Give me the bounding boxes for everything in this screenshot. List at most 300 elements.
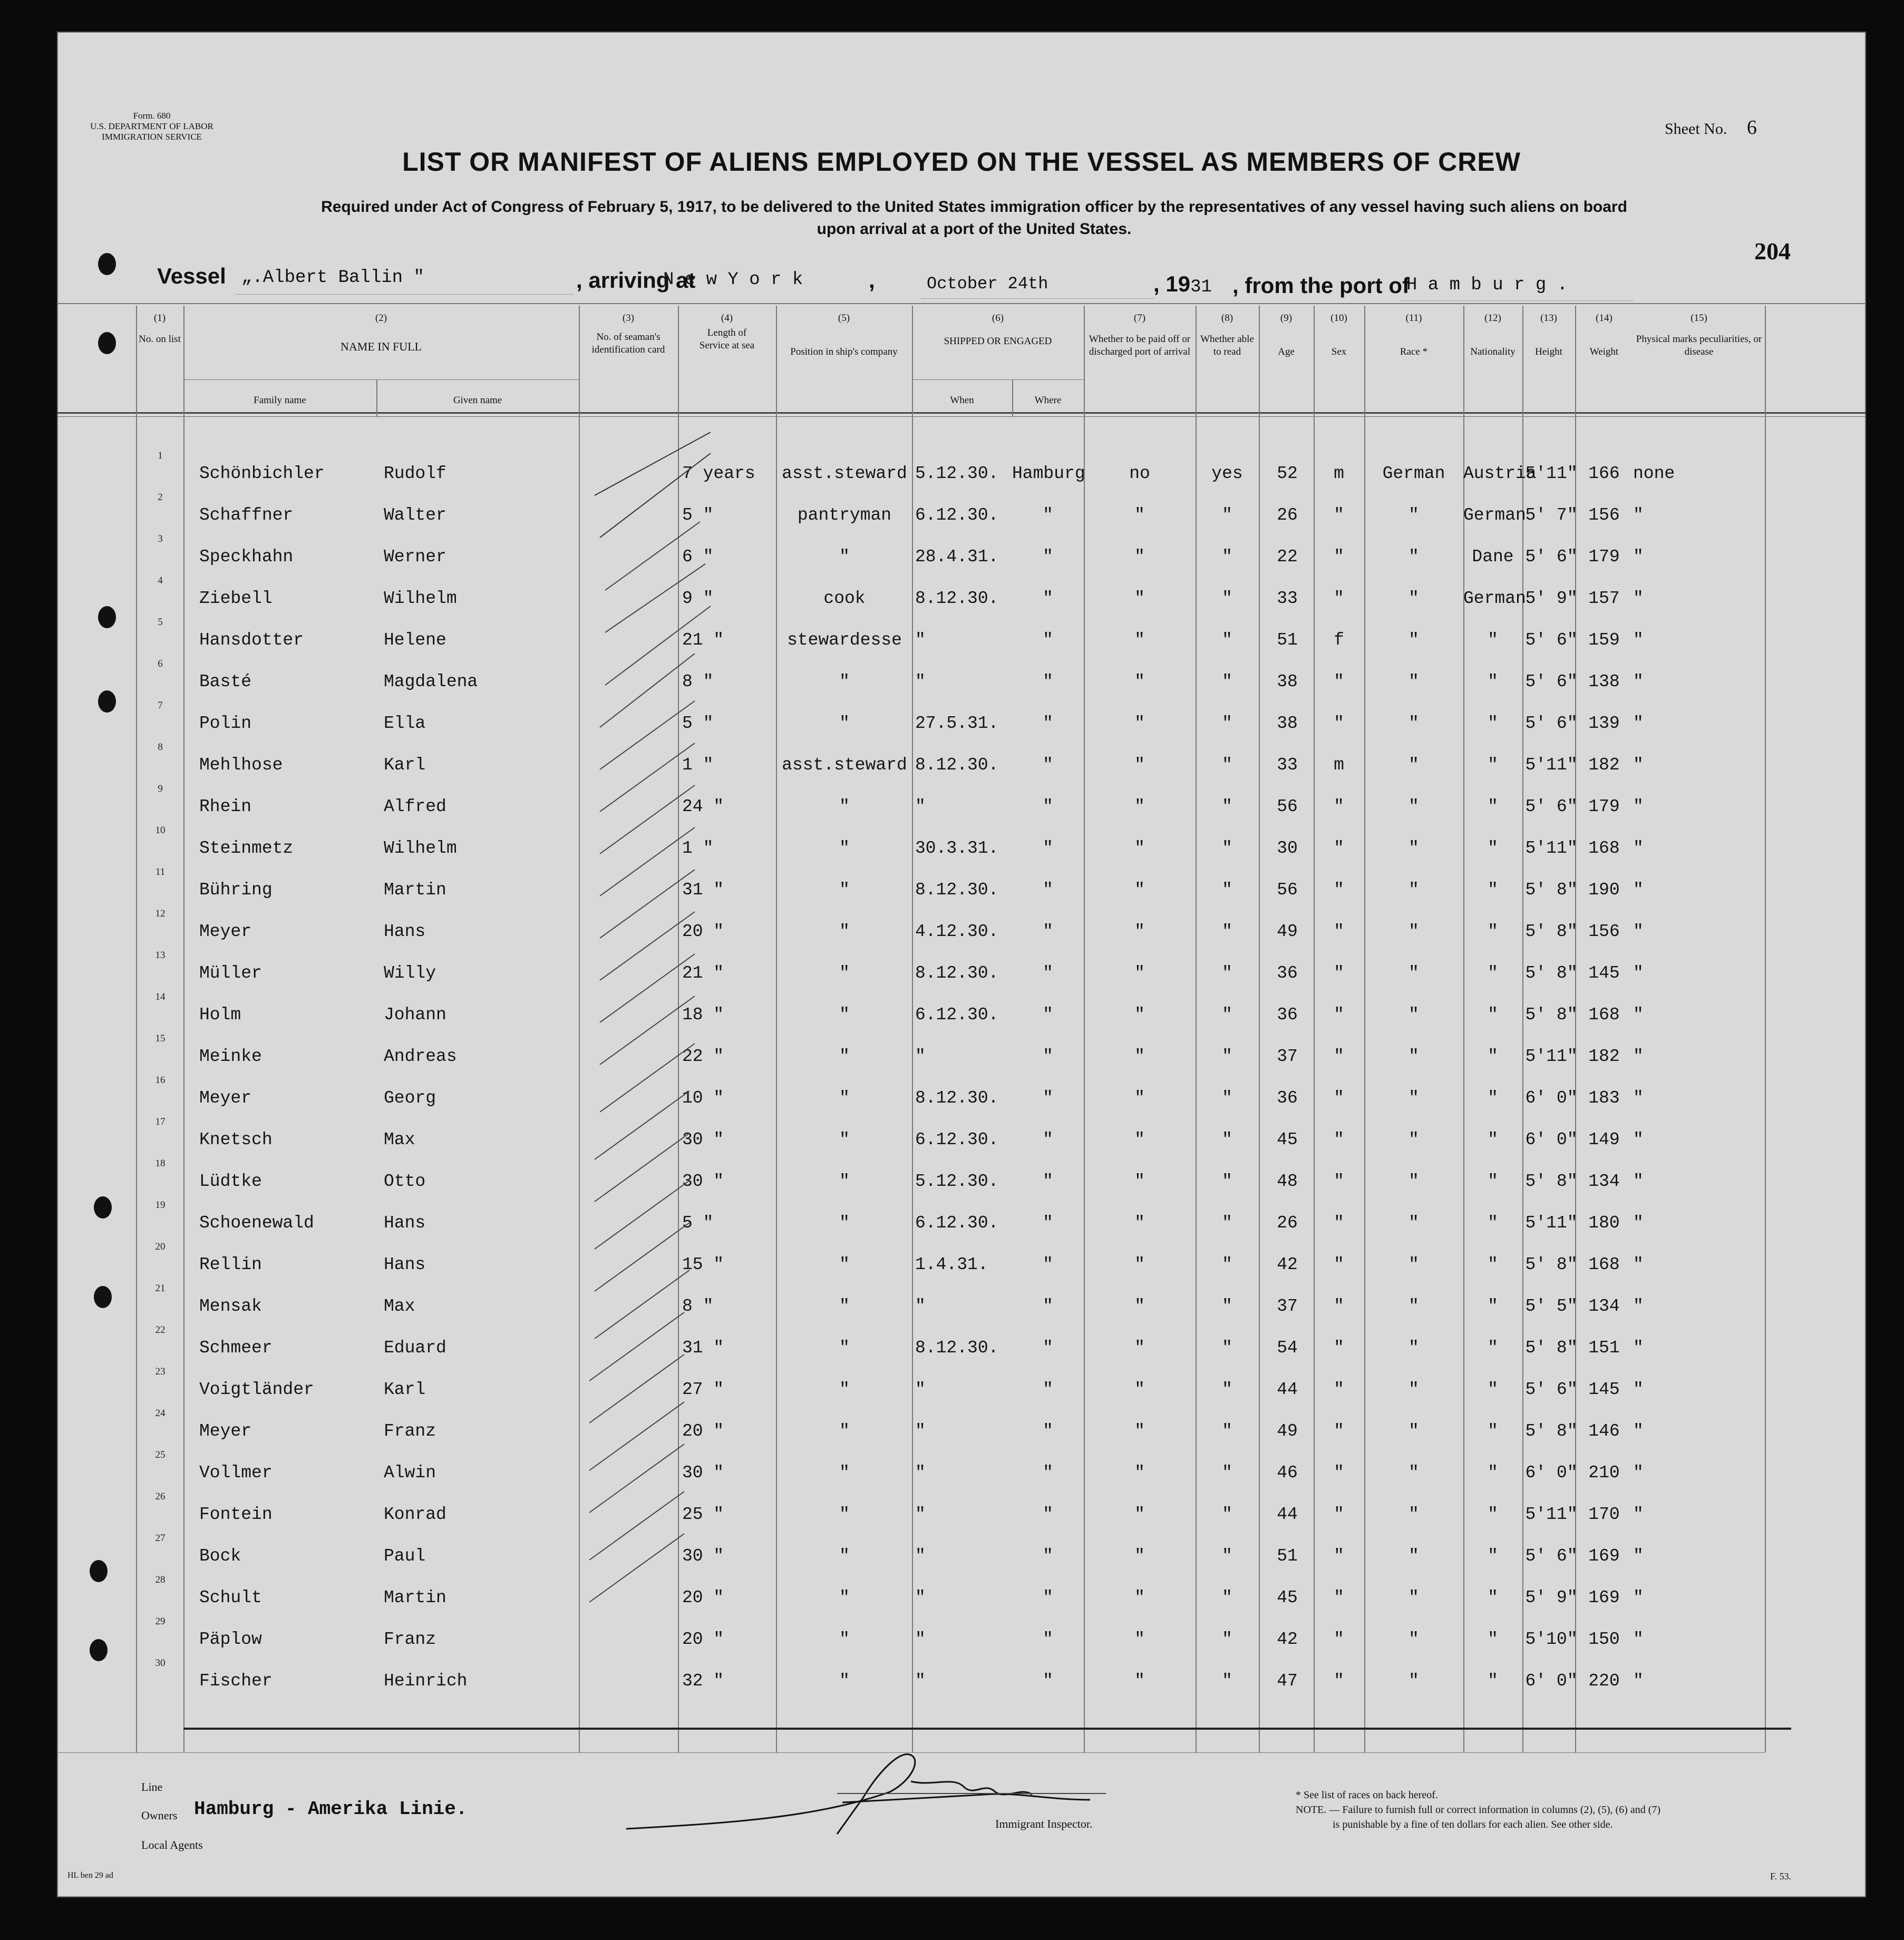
nationality-cell: " [1488,797,1498,816]
position-cell: " [839,1338,850,1358]
able-to-read-cell: " [1222,1047,1232,1066]
col-label: Race * [1400,346,1428,357]
position-cell: " [839,1505,850,1524]
given-name-cell: Martin [384,1588,446,1607]
able-to-read-cell: " [1222,672,1232,691]
race-cell: " [1408,1255,1419,1274]
paid-off-cell: " [1134,1088,1145,1108]
age-cell: 36 [1277,963,1298,983]
sex-cell: " [1334,1005,1344,1025]
weight-cell: 139 [1588,714,1620,733]
col-num: (1) [153,313,166,324]
row-number: 27 [155,1533,166,1544]
service-cell: 31 " [682,880,724,900]
shipped-where-cell: " [1043,1088,1053,1108]
col-header-marks [1633,312,1765,358]
weight-cell: 149 [1588,1130,1620,1149]
given-name-cell: Konrad [384,1505,446,1524]
footer-note [1296,1788,1660,1832]
weight-cell: 156 [1588,505,1620,525]
position-cell: " [839,1130,850,1149]
weight-cell: 146 [1588,1421,1620,1441]
sex-cell: " [1334,547,1344,567]
shipped-where-cell: " [1043,839,1053,858]
shipped-where-cell: " [1043,547,1053,567]
given-name-cell: Karl [384,755,426,775]
age-cell: 44 [1277,1380,1298,1399]
service-cell: 30 " [682,1130,724,1149]
age-cell: 49 [1277,922,1298,941]
height-cell: 5' 9" [1525,1588,1578,1607]
shipped-where-cell: Hamburg [1012,464,1085,483]
row-number: 8 [158,742,163,753]
height-cell: 5' 6" [1525,547,1578,567]
race-cell: " [1408,797,1419,816]
weight-cell: 166 [1588,464,1620,483]
height-cell: 5' 6" [1525,630,1578,650]
position-cell: " [839,880,850,900]
able-to-read-cell: " [1222,839,1232,858]
arrival-port: N e w Y o r k [663,270,803,290]
shipped-when-cell: " [915,1380,926,1399]
col-label: NAME IN FULL [341,340,422,353]
shipped-where-cell: " [1043,1546,1053,1566]
sheet-number [1665,116,1757,139]
shipped-when-cell: " [915,1630,926,1649]
col-label: Weight [1589,346,1619,357]
col-label: No. on list [139,334,181,345]
service-cell: 5 " [682,1213,714,1233]
nationality-cell: " [1488,1338,1498,1358]
shipped-when-cell: 30.3.31. [915,839,999,858]
position-cell: " [839,1630,850,1649]
service-cell: 15 " [682,1255,724,1274]
shipped-when-cell: 5.12.30. [915,1172,999,1191]
given-name-cell: Johann [384,1005,446,1025]
row-number: 9 [158,783,163,794]
form-code: F. 53. [1770,1871,1792,1881]
service-cell: 8 " [682,1296,714,1316]
height-cell: 5' 5" [1525,1296,1578,1316]
height-cell: 5'11" [1525,464,1578,483]
sex-cell: " [1334,1671,1344,1691]
row-number: 19 [155,1200,166,1211]
marks-cell: none [1633,464,1675,483]
shipped-where-cell: " [1043,1130,1053,1149]
col-header-age [1259,312,1314,358]
shipped-when-cell: 6.12.30. [915,1130,999,1149]
service-cell: 22 " [682,1047,724,1066]
shipped-where-cell: " [1043,1172,1053,1191]
shipped-when-cell: 27.5.31. [915,714,999,733]
age-cell: 52 [1277,464,1298,483]
family-name-cell: Speckhahn [199,547,294,567]
able-to-read-cell: " [1222,1088,1232,1108]
weight-cell: 190 [1588,880,1620,900]
weight-cell: 168 [1588,839,1620,858]
given-name-cell: Alwin [384,1463,436,1483]
local-agents-label: Local Agents [141,1838,203,1851]
nationality-cell: German [1463,589,1526,608]
able-to-read-cell: " [1222,1505,1232,1524]
family-name-cell: Steinmetz [199,839,294,858]
given-name-cell: Hans [384,1255,426,1274]
height-cell: 5'11" [1525,1213,1578,1233]
service-cell: 32 " [682,1671,724,1691]
shipped-where-cell: " [1043,797,1053,816]
race-cell: " [1408,1296,1419,1316]
service-cell: 7 years [682,464,755,483]
race-cell: " [1408,755,1419,775]
service-cell: 25 " [682,1505,724,1524]
col-header-position [776,312,912,358]
row-number: 6 [158,658,163,669]
col-label: Age [1278,346,1295,357]
owners-label: Owners [141,1809,178,1822]
nationality-cell: " [1488,1047,1498,1066]
able-to-read-cell: " [1222,755,1232,775]
nationality-cell: " [1488,1588,1498,1607]
shipped-where-cell: " [1043,1463,1053,1483]
position-cell: " [839,1588,850,1607]
family-name-cell: Bühring [199,880,273,900]
row-number: 11 [155,866,166,878]
service-cell: 18 " [682,1005,724,1025]
service-cell: 20 " [682,922,724,941]
able-to-read-cell: " [1222,1005,1232,1025]
sex-cell: " [1334,1338,1344,1358]
family-name-cell: Hansdotter [199,630,304,650]
sex-cell: " [1334,1546,1344,1566]
marks-cell: " [1633,1380,1644,1399]
paid-off-cell: " [1134,1130,1145,1149]
family-name-cell: Polin [199,714,252,733]
race-cell: " [1408,714,1419,733]
weight-cell: 179 [1588,547,1620,567]
position-cell: " [839,839,850,858]
given-name-cell: Walter [384,505,446,525]
col-num: (11) [1405,313,1422,324]
service-cell: 1 " [682,839,714,858]
age-cell: 46 [1277,1463,1298,1483]
nationality-cell: " [1488,1380,1498,1399]
shipped-when-cell: 4.12.30. [915,922,999,941]
position-cell: stewardesse [787,630,902,650]
position-cell: asst.steward [782,755,907,775]
weight-cell: 138 [1588,672,1620,691]
shipped-where-cell: " [1043,963,1053,983]
col-num: (9) [1280,313,1293,324]
shipped-when-cell: " [915,672,926,691]
col-num: (6) [992,313,1004,324]
paid-off-cell: " [1134,1380,1145,1399]
row-number: 1 [158,450,163,461]
position-cell: " [839,963,850,983]
marks-cell: " [1633,1172,1644,1191]
paid-off-cell: " [1134,1296,1145,1316]
line-label: Line [141,1780,163,1793]
position-cell: asst.steward [782,464,907,483]
marks-cell: " [1633,755,1644,775]
family-name-cell: Voigtländer [199,1380,314,1399]
able-to-read-cell: " [1222,1546,1232,1566]
family-name-cell: Meyer [199,922,252,941]
height-cell: 5' 6" [1525,1380,1578,1399]
position-cell: pantryman [797,505,892,525]
marks-cell: " [1633,880,1644,900]
punch-hole [90,1639,108,1661]
col-header-sex [1314,312,1364,358]
given-name-cell: Martin [384,880,446,900]
position-cell: " [839,1546,850,1566]
paid-off-cell: " [1134,630,1145,650]
service-cell: 8 " [682,672,714,691]
service-cell: 21 " [682,963,724,983]
shipped-where-cell: " [1043,505,1053,525]
marks-cell: " [1633,714,1644,733]
col-label: Length of Service at sea [699,327,755,351]
arrival-date: October 24th [927,274,1048,294]
given-name-cell: Georg [384,1088,436,1108]
row-number: 24 [155,1408,166,1419]
paid-off-cell: " [1134,1172,1145,1191]
service-cell: 5 " [682,505,714,525]
height-cell: 5'11" [1525,755,1578,775]
row-number: 21 [155,1283,166,1294]
page-title: LIST OR MANIFEST OF ALIENS EMPLOYED ON THE VESSEL AS MEMBERS OF CREW [402,147,1521,177]
service-cell: 5 " [682,714,714,733]
marks-cell: " [1633,547,1644,567]
col-header-service [678,312,776,352]
subtitle-line-1: Required under Act of Congress of February 5, 1917, to be delivered to the United States immigration officer by the representatives of any vessel having such aliens on board [321,198,1627,216]
height-cell: 5' 6" [1525,714,1578,733]
position-cell: " [839,1005,850,1025]
shipped-where-cell: " [1043,755,1053,775]
row-number: 15 [155,1033,166,1044]
age-cell: 49 [1277,1421,1298,1441]
shipped-when-cell: 8.12.30. [915,1338,999,1358]
able-to-read-cell: " [1222,1630,1232,1649]
race-cell: " [1408,672,1419,691]
sheet-label: Sheet No. [1665,120,1727,138]
paid-off-cell: " [1134,755,1145,775]
able-to-read-cell: " [1222,1338,1232,1358]
service-cell: 20 " [682,1588,724,1607]
service-cell: 21 " [682,630,724,650]
nationality-cell: " [1488,1463,1498,1483]
family-name-cell: Mensak [199,1296,262,1316]
paid-off-cell: " [1134,1671,1145,1691]
family-name-cell: Päplow [199,1630,262,1649]
family-name-cell: Meyer [199,1421,252,1441]
col-num: (8) [1221,313,1233,324]
able-to-read-cell: " [1222,1296,1232,1316]
given-name-cell: Paul [384,1546,426,1566]
shipped-when-cell: 8.12.30. [915,963,999,983]
race-cell: " [1408,1463,1419,1483]
sex-cell: m [1334,464,1344,483]
sex-cell: m [1334,755,1344,775]
position-cell: " [839,547,850,567]
sex-cell: " [1334,922,1344,941]
weight-cell: 134 [1588,1172,1620,1191]
height-cell: 5' 8" [1525,1421,1578,1441]
nationality-cell: Austria [1463,464,1537,483]
sex-cell: " [1334,1505,1344,1524]
family-name-cell: Schaffner [199,505,294,525]
shipped-when-cell: " [915,1296,926,1316]
weight-cell: 134 [1588,1296,1620,1316]
paid-off-cell: " [1134,797,1145,816]
weight-cell: 156 [1588,922,1620,941]
shipped-where-cell: " [1043,922,1053,941]
position-cell: " [839,1088,850,1108]
able-to-read-cell: " [1222,547,1232,567]
paid-off-cell: " [1134,839,1145,858]
shipped-when-cell: 6.12.30. [915,1213,999,1233]
given-name-cell: Willy [384,963,436,983]
race-cell: " [1408,1338,1419,1358]
col-header-name [183,312,579,353]
year-value: 31 [1190,277,1212,297]
sex-cell: " [1334,505,1344,525]
nationality-cell: " [1488,1296,1498,1316]
shipped-when-cell: " [915,1546,926,1566]
sex-cell: " [1334,1630,1344,1649]
able-to-read-cell: " [1222,505,1232,525]
row-number: 23 [155,1366,166,1377]
family-name-cell: Schult [199,1588,262,1607]
sex-cell: " [1334,1088,1344,1108]
age-cell: 51 [1277,630,1298,650]
shipped-when-cell: " [915,1505,926,1524]
marks-cell: " [1633,963,1644,983]
able-to-read-cell: " [1222,880,1232,900]
age-cell: 48 [1277,1172,1298,1191]
weight-cell: 220 [1588,1671,1620,1691]
col-header-where: Where [1034,395,1062,406]
weight-cell: 170 [1588,1505,1620,1524]
race-cell: " [1408,1671,1419,1691]
paid-off-cell: " [1134,1421,1145,1441]
nationality-cell: " [1488,755,1498,775]
shipped-when-cell: 1.4.31. [915,1255,988,1274]
age-cell: 33 [1277,755,1298,775]
col-header-when: When [950,395,974,406]
sex-cell: " [1334,880,1344,900]
departure-port: H a m b u r g . [1406,275,1568,295]
nationality-cell: " [1488,880,1498,900]
print-code: HL ben 29 ad [67,1871,113,1880]
col-label: Physical marks peculiarities, or disease [1636,334,1762,357]
punch-hole [98,606,116,628]
age-cell: 42 [1277,1630,1298,1649]
punch-hole [98,253,116,275]
position-cell: " [839,1296,850,1316]
family-name-cell: Meinke [199,1047,262,1066]
given-name-cell: Ella [384,714,426,733]
shipped-when-cell: 28.4.31. [915,547,999,567]
shipped-when-cell: 6.12.30. [915,1005,999,1025]
paid-off-cell: " [1134,880,1145,900]
page-subtitle [152,196,1796,240]
paid-off-cell: " [1134,922,1145,941]
weight-cell: 145 [1588,963,1620,983]
given-name-cell: Heinrich [384,1671,468,1691]
race-cell: " [1408,505,1419,525]
weight-cell: 168 [1588,1005,1620,1025]
nationality-cell: " [1488,1255,1498,1274]
family-name-cell: Schoenewald [199,1213,314,1233]
vessel-label: Vessel [157,264,226,288]
sex-cell: " [1334,714,1344,733]
sex-cell: " [1334,1421,1344,1441]
race-cell: " [1408,839,1419,858]
given-name-cell: Karl [384,1380,426,1399]
race-cell: " [1408,589,1419,608]
shipped-when-cell: 6.12.30. [915,505,999,525]
age-cell: 56 [1277,797,1298,816]
able-to-read-cell: " [1222,1671,1232,1691]
shipped-when-cell: " [915,630,926,650]
col-num: (13) [1540,313,1557,324]
position-cell: " [839,922,850,941]
service-cell: 30 " [682,1463,724,1483]
service-cell: 20 " [682,1630,724,1649]
position-cell: " [839,1255,850,1274]
service-cell: 6 " [682,547,714,567]
row-number: 22 [155,1324,166,1335]
form-number: Form. 680 [133,111,171,121]
sex-cell: " [1334,1296,1344,1316]
able-to-read-cell: " [1222,1380,1232,1399]
note-penalty: NOTE. — Failure to furnish full or correct information in columns (2), (5), (6) and (7) [1296,1804,1661,1816]
height-cell: 6' 0" [1525,1130,1578,1149]
sex-cell: " [1334,1255,1344,1274]
age-cell: 30 [1277,839,1298,858]
age-cell: 42 [1277,1255,1298,1274]
service-cell: 10 " [682,1088,724,1108]
row-number: 20 [155,1241,166,1252]
col-header-family: Family name [254,395,306,406]
race-cell: " [1408,1505,1419,1524]
able-to-read-cell: " [1222,797,1232,816]
marks-cell: " [1633,1505,1644,1524]
family-name-cell: Meyer [199,1088,252,1108]
shipped-where-cell: " [1043,1380,1053,1399]
weight-cell: 145 [1588,1380,1620,1399]
height-cell: 5'11" [1525,1047,1578,1066]
height-cell: 5' 8" [1525,880,1578,900]
marks-cell: " [1633,1421,1644,1441]
form-header [89,111,215,142]
note-races: * See list of races on back hereof. [1296,1789,1438,1801]
marks-cell: " [1633,797,1644,816]
shipped-where-cell: " [1043,880,1053,900]
given-name-cell: Magdalena [384,672,478,691]
given-name-cell: Otto [384,1172,426,1191]
given-name-cell: Hans [384,1213,426,1233]
position-cell: " [839,1213,850,1233]
given-name-cell: Wilhelm [384,589,457,608]
marks-cell: " [1633,922,1644,941]
shipped-when-cell: " [915,1588,926,1607]
able-to-read-cell: " [1222,630,1232,650]
col-label: Position in ship's company [790,346,898,357]
height-cell: 5'11" [1525,839,1578,858]
shipped-when-cell: 8.12.30. [915,755,999,775]
paid-off-cell: " [1134,505,1145,525]
